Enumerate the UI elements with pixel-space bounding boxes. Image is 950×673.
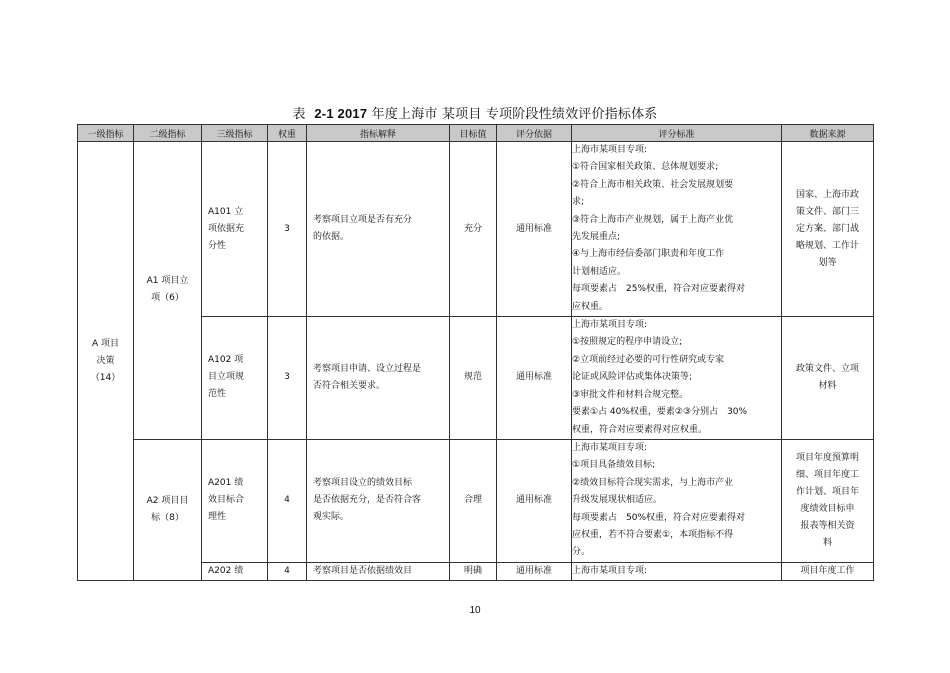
header-cell: 权重 <box>268 125 307 142</box>
header-cell: 三级指标 <box>202 125 268 142</box>
criteria-cell <box>572 439 782 562</box>
explain-line: 是否依据充分，是否符合客 <box>313 495 422 506</box>
criteria-line: ①按照规定的程序申请设立; <box>572 337 683 348</box>
criteria-line: ③符合上海市产业规划，属于上海产业优 <box>572 214 734 225</box>
level3-line: 范性 <box>208 389 227 400</box>
target-value: 充分 <box>463 223 482 234</box>
source-line: 料 <box>822 537 832 548</box>
criteria-line: 计划相适应。 <box>572 266 627 277</box>
table-row <box>78 142 874 317</box>
level2-cell <box>134 439 202 580</box>
weight-cell <box>268 142 307 317</box>
target-value: 合理 <box>463 495 482 506</box>
explain-line: 的依据。 <box>313 232 350 243</box>
level3-cell <box>202 439 268 562</box>
source-line: 项目年度工作 <box>800 565 855 576</box>
criteria-line: 升级发展现状相适应。 <box>572 495 663 506</box>
criteria-line: 论证或风险评估或集体决策等; <box>572 372 693 383</box>
criteria-cell <box>572 142 782 317</box>
criteria-line: ①符合国家相关政策、总体规划要求; <box>572 162 719 173</box>
level2-line: A2 项目目 <box>146 496 189 507</box>
criteria-cell <box>572 562 782 580</box>
source-line: 国家、上海市政 <box>795 189 859 200</box>
criteria-line: 每项要素占 50%权重，符合对应要素得对 <box>572 512 746 523</box>
criteria-line: 要素①占 40%权重，要素②③分别占 30% <box>572 407 748 418</box>
level1-line: （14） <box>90 372 121 383</box>
source-line: 材料 <box>818 380 837 391</box>
level3-cell <box>202 142 268 317</box>
basis-value: 通用标准 <box>515 223 552 234</box>
table-title <box>0 103 950 122</box>
criteria-line: 上海市某项目专项: <box>572 565 648 576</box>
weight-value: 3 <box>284 372 290 383</box>
explain-line: 观实际。 <box>313 512 350 523</box>
header-cell: 指标解释 <box>307 125 450 142</box>
criteria-line: 上海市某项目专项: <box>572 145 648 155</box>
source-line: 定方案、部门战 <box>795 223 859 234</box>
target-cell <box>450 317 497 440</box>
criteria-line: 分。 <box>572 547 591 558</box>
level3-line: A101 立 <box>208 206 244 217</box>
explain-line: 考察项目申请、设立过程是 <box>313 363 422 374</box>
criteria-line: 求; <box>572 197 585 208</box>
criteria-line: 上海市某项目专项: <box>572 442 648 453</box>
level3-line: 项依据充 <box>208 223 245 234</box>
source-cell <box>782 562 874 580</box>
criteria-line: 应权重，若不符合要素①，本项指标不得 <box>572 529 734 540</box>
header-cell: 评分标准 <box>572 125 782 142</box>
criteria-line: ②立项前经过必要的可行性研究或专家 <box>572 354 725 365</box>
explain-cell <box>307 562 450 580</box>
title-text: 年度上海市 某项目 专项阶段性绩效评价指标体系 <box>371 107 658 122</box>
header-cell: 评分依据 <box>497 125 572 142</box>
criteria-line: 应权重。 <box>572 301 609 312</box>
level3-line: 目立项规 <box>208 372 245 383</box>
source-line: 划等 <box>818 257 837 268</box>
basis-cell <box>497 142 572 317</box>
header-cell: 一级指标 <box>78 125 134 142</box>
level3-line: 效目标合 <box>208 495 245 506</box>
target-cell <box>450 562 497 580</box>
indicator-table <box>77 124 874 581</box>
level3-cell <box>202 562 268 580</box>
header-cell: 目标值 <box>450 125 497 142</box>
criteria-line: ④与上海市经信委部门职责和年度工作 <box>572 249 725 260</box>
level3-line: A202 绩 <box>208 565 244 576</box>
criteria-line: 先发展重点; <box>572 232 621 243</box>
weight-value: 4 <box>284 565 290 576</box>
title-prefix: 表 <box>292 107 306 122</box>
weight-value: 4 <box>284 495 290 506</box>
explain-line: 否符合相关要求。 <box>313 380 386 391</box>
header-cell: 二级指标 <box>134 125 202 142</box>
level1-line: 决策 <box>96 355 115 366</box>
source-cell <box>782 317 874 440</box>
level3-cell <box>202 317 268 440</box>
criteria-line: 权重，符合对应要素得对应权重。 <box>572 424 708 435</box>
level1-cell <box>78 142 134 581</box>
criteria-line: 上海市某项目专项: <box>572 320 648 331</box>
source-cell <box>782 142 874 317</box>
level2-line: 标（8） <box>151 513 184 524</box>
source-line: 政策文件、立项 <box>795 363 859 374</box>
weight-cell <box>268 439 307 562</box>
explain-cell <box>307 142 450 317</box>
criteria-cell <box>572 317 782 440</box>
basis-value: 通用标准 <box>515 565 552 576</box>
criteria-line: ②绩效目标符合现实需求，与上海市产业 <box>572 477 734 488</box>
level3-line: A102 项 <box>208 355 244 366</box>
target-value: 规范 <box>463 372 482 383</box>
criteria-line: ②符合上海市相关政策、社会发展规划要 <box>572 179 734 190</box>
basis-cell <box>497 439 572 562</box>
source-line: 作计划、项目年 <box>795 486 859 497</box>
title-number: 2-1 2017 <box>314 106 368 121</box>
criteria-line: ③审批文件和材料合规完整。 <box>572 389 689 400</box>
source-line: 策文件、部门三 <box>795 206 859 217</box>
source-line: 略规划、工作计 <box>795 240 859 251</box>
source-line: 项目年度预算明 <box>795 452 859 463</box>
basis-cell <box>497 562 572 580</box>
basis-value: 通用标准 <box>515 372 552 383</box>
weight-cell <box>268 317 307 440</box>
basis-value: 通用标准 <box>515 495 552 506</box>
source-line: 度绩效目标申 <box>800 503 855 514</box>
source-line: 报表等相关资 <box>800 520 855 531</box>
level2-line: 项（6） <box>151 293 184 304</box>
header-row <box>78 125 874 142</box>
level1-line: A 项目 <box>91 338 120 349</box>
explain-cell <box>307 317 450 440</box>
target-cell <box>450 439 497 562</box>
criteria-line: ①项目具备绩效目标; <box>572 460 656 471</box>
explain-line: 考察项目立项是否有充分 <box>313 215 413 226</box>
explain-cell <box>307 439 450 562</box>
level3-line: 理性 <box>208 512 227 523</box>
weight-value: 3 <box>284 223 290 234</box>
level2-line: A1 项目立 <box>146 276 189 287</box>
target-cell <box>450 142 497 317</box>
explain-line: 考察项目是否依据绩效目 <box>313 565 413 576</box>
table-row <box>78 439 874 562</box>
weight-cell <box>268 562 307 580</box>
header-cell: 数据来源 <box>782 125 874 142</box>
criteria-line: 每项要素占 25%权重，符合对应要素得对 <box>572 284 746 295</box>
basis-cell <box>497 317 572 440</box>
explain-line: 考察项目设立的绩效目标 <box>313 478 413 489</box>
level3-line: 分性 <box>208 240 227 251</box>
page-number: 10 <box>469 605 481 616</box>
level2-cell <box>134 142 202 440</box>
source-cell <box>782 439 874 562</box>
level3-line: A201 绩 <box>208 478 244 489</box>
target-value: 明确 <box>463 565 482 576</box>
source-line: 细、项目年度工 <box>795 469 859 480</box>
